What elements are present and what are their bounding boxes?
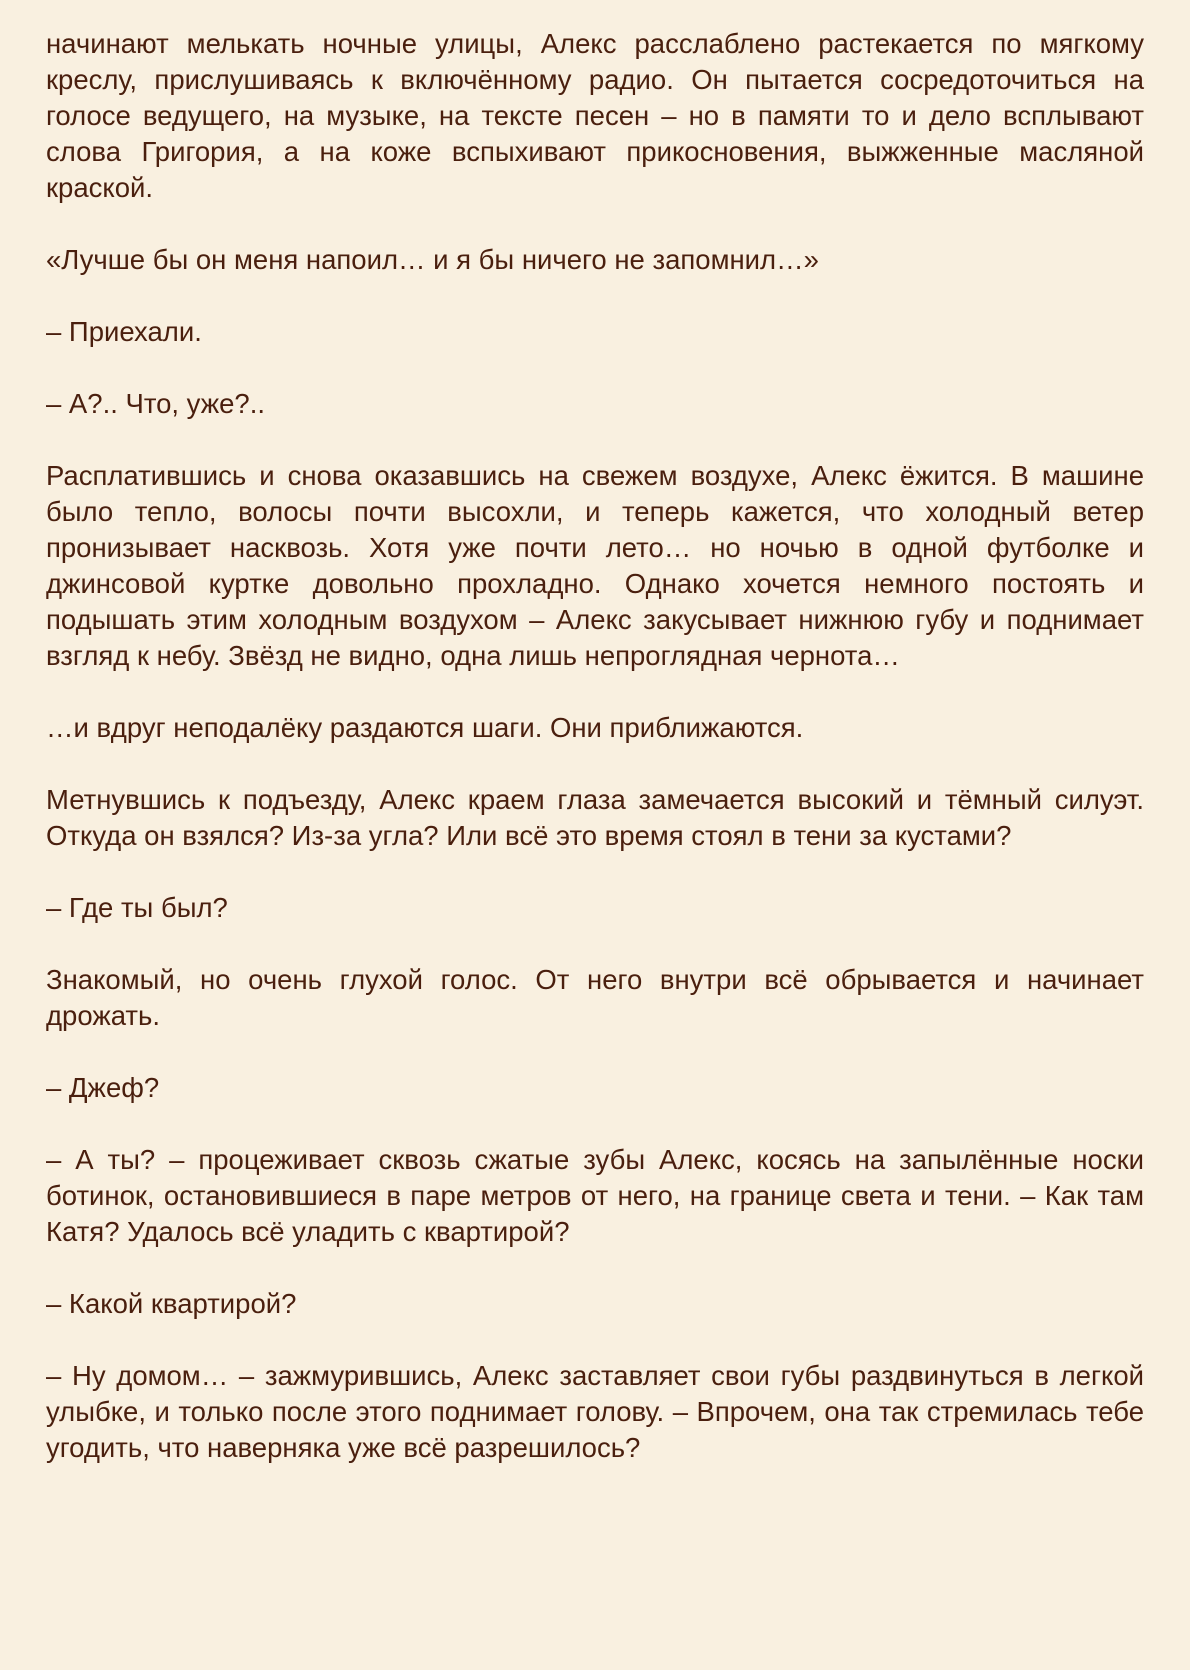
paragraph-13: – Ну домом… – зажмурившись, Алекс заставляет свои губы раздвинуться в легкой улыбке, и только после этого поднимает голову. – Впрочем, она так стремилась тебе угодить, что наверняка уже всё разрешилось? bbox=[46, 1360, 1144, 1463]
paragraph-12: – Какой квартирой? bbox=[46, 1288, 297, 1319]
paragraph-4: – А?.. Что, уже?.. bbox=[46, 388, 266, 419]
paragraph-10: – Джеф? bbox=[46, 1072, 160, 1103]
paragraph-8: – Где ты был? bbox=[46, 892, 228, 923]
paragraph-3: – Приехали. bbox=[46, 316, 202, 347]
paragraph-1: начинают мелькать ночные улицы, Алекс расслаблено растекается по мягкому креслу, прислушиваясь к включённому радио. Он пытается сосредоточиться на голосе ведущего, на музыке, на тексте песен – но в памяти то и дело всплывают слова Григория, а на коже вспыхивают прикосновения, выжженные масляной краской. bbox=[46, 28, 1144, 203]
paragraph-11: – А ты? – процеживает сквозь сжатые зубы Алекс, косясь на запылённые носки ботинок, остановившиеся в паре метров от него, на границе света и тени. – Как там Катя? Удалось всё уладить с квартирой? bbox=[46, 1144, 1144, 1247]
paragraph-9: Знакомый, но очень глухой голос. От него внутри всё обрывается и начинает дрожать. bbox=[46, 964, 1144, 1031]
paragraph-7: Метнувшись к подъезду, Алекс краем глаза замечается высокий и тёмный силуэт. Откуда он взялся? Из-за угла? Или всё это время стоял в тени за кустами? bbox=[46, 784, 1144, 851]
paragraph-5: Расплатившись и снова оказавшись на свежем воздухе, Алекс ёжится. В машине было тепло, волосы почти высохли, и теперь кажется, что холодный ветер пронизывает насквозь. Хотя уже почти лето… но ночью в одной футболке и джинсовой куртке довольно прохладно. Однако хочется немного постоять и подышать этим холодным воздухом – Алекс закусывает нижнюю губу и поднимает взгляд к небу. Звёзд не видно, одна лишь непроглядная чернота… bbox=[46, 460, 1144, 671]
paragraph-6: …и вдруг неподалёку раздаются шаги. Они приближаются. bbox=[46, 712, 804, 743]
document-page bbox=[46, 26, 1144, 1466]
paragraph-2: «Лучше бы он меня напоил… и я бы ничего не запомнил…» bbox=[46, 244, 819, 275]
